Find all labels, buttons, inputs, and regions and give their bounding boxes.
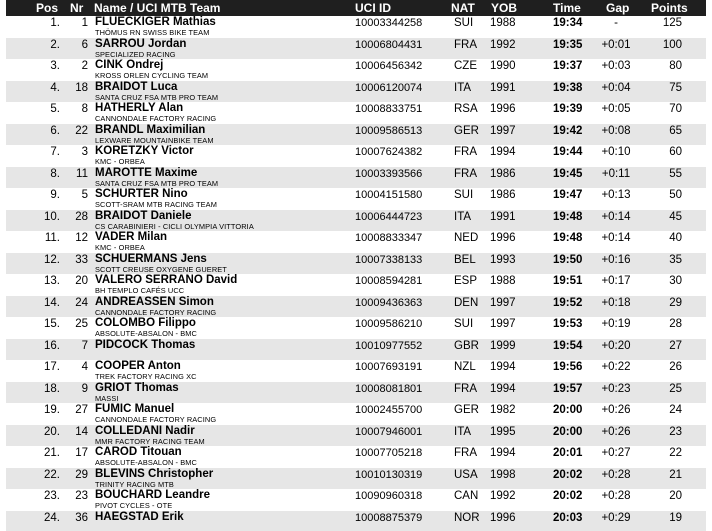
rider-points: 55: [669, 167, 682, 180]
table-row: [6, 403, 706, 425]
table-row: [6, 188, 706, 210]
rider-name: FUMIC Manuel: [95, 403, 175, 415]
rider-uci-id: 10007624382: [355, 146, 423, 158]
rider-gap: +0:16: [601, 253, 631, 266]
rider-uci-id: 10010130319: [355, 468, 423, 481]
rider-year-of-birth: 1997: [490, 296, 516, 309]
rider-name: SARROU Jordan: [95, 37, 187, 50]
rider-uci-id: 10008875379: [355, 511, 423, 524]
rider-points: 20: [669, 490, 682, 502]
rider-points: 60: [669, 146, 682, 158]
rider-team: KROSS ORLEN CYCLING TEAM: [95, 71, 209, 80]
rider-year-of-birth: 1988: [490, 17, 516, 29]
rider-uci-id: 10007705218: [355, 447, 423, 459]
rider-team: PIVOT CYCLES - OTE: [95, 501, 173, 510]
header-nr: Nr: [70, 1, 84, 15]
rider-uci-id: 10009586513: [355, 124, 423, 137]
rider-uci-id: 10009436363: [355, 296, 423, 309]
rider-team: ABSOLUTE-ABSALON - BMC: [95, 329, 197, 338]
rider-nationality: FRA: [454, 382, 477, 395]
rider-number: 25: [75, 318, 88, 330]
rider-year-of-birth: 1997: [490, 318, 516, 330]
rider-time: 19:57: [553, 382, 583, 395]
rider-gap: +0:26: [601, 425, 631, 438]
rider-points: 23: [669, 425, 682, 438]
rider-nationality: SUI: [454, 189, 474, 201]
rider-year-of-birth: 1982: [490, 404, 516, 416]
rider-number: 20: [75, 275, 88, 287]
rider-name: ANDREASSEN Simon: [95, 295, 214, 308]
rider-number: 7: [81, 339, 88, 352]
rider-number: 28: [75, 210, 88, 223]
rider-position: 11.: [44, 232, 60, 244]
rider-nationality: SUI: [454, 17, 474, 29]
rider-time: 19:35: [553, 38, 583, 51]
table-row: [6, 145, 706, 167]
rider-position: 5.: [50, 103, 60, 115]
rider-points: 65: [669, 124, 682, 137]
rider-position: 21.: [44, 447, 60, 459]
rider-position: 6.: [50, 124, 60, 137]
rider-gap: +0:14: [601, 210, 631, 223]
rider-time: 19:47: [553, 189, 583, 201]
rider-gap: +0:27: [601, 447, 631, 459]
rider-team: SCOTT CREUSE OXYGENE GUERET: [95, 264, 227, 274]
rider-gap: +0:28: [601, 490, 631, 502]
rider-team: KMC - ORBEA: [95, 243, 145, 252]
rider-team: MMR FACTORY RACING TEAM: [95, 436, 205, 446]
rider-time: 20:00: [553, 404, 583, 416]
rider-uci-id: 10008833347: [355, 232, 423, 244]
rider-name: MAROTTE Maxime: [95, 166, 198, 179]
rider-number: 5: [81, 189, 88, 201]
rider-points: 80: [669, 60, 682, 72]
rider-gap: +0:11: [601, 167, 631, 180]
rider-name: COLOMBO Filippo: [95, 317, 196, 329]
rider-name: SCHURTER Nino: [95, 188, 188, 200]
rider-time: 19:38: [553, 81, 583, 94]
rider-gap: +0:29: [601, 511, 631, 524]
rider-points: 24: [669, 404, 682, 416]
rider-year-of-birth: 1988: [490, 275, 516, 287]
rider-year-of-birth: 1999: [490, 339, 516, 352]
table-row: [6, 253, 706, 275]
rider-nationality: SUI: [454, 318, 474, 330]
rider-gap: +0:20: [601, 339, 631, 352]
rider-position: 14.: [44, 296, 60, 309]
rider-position: 7.: [50, 146, 60, 158]
rider-nationality: RSA: [454, 103, 478, 115]
table-row: [6, 489, 706, 511]
rider-uci-id: 10006120074: [355, 81, 423, 94]
rider-time: 19:39: [553, 103, 583, 115]
table-row: [6, 210, 706, 232]
rider-name: BRAIDOT Luca: [95, 80, 178, 93]
rider-time: 19:45: [553, 167, 583, 180]
rider-gap: +0:03: [601, 60, 631, 72]
rider-year-of-birth: 1990: [490, 60, 516, 72]
table-row: [6, 231, 706, 253]
table-row: [6, 468, 706, 490]
rider-gap: +0:10: [601, 146, 631, 158]
rider-points: 19: [669, 511, 682, 524]
rider-points: 40: [669, 232, 682, 244]
rider-team: LEXWARE MOUNTAINBIKE TEAM: [95, 135, 214, 145]
rider-time: 20:00: [553, 425, 583, 438]
rider-position: 13.: [44, 275, 60, 287]
rider-team: SCOTT-SRAM MTB RACING TEAM: [95, 200, 217, 209]
table-row: [6, 339, 706, 361]
results-table-body: [6, 16, 706, 531]
rider-team: THÖMUS RN SWISS BIKE TEAM: [95, 28, 210, 37]
rider-team: TREK FACTORY RACING XC: [95, 372, 197, 381]
results-table-header: [6, 0, 706, 16]
rider-position: 3.: [50, 60, 60, 72]
rider-position: 1.: [50, 17, 60, 29]
rider-points: 100: [662, 38, 682, 51]
rider-nationality: CAN: [454, 490, 479, 502]
rider-name: BOUCHARD Leandre: [95, 489, 211, 501]
rider-uci-id: 10008081801: [355, 382, 423, 395]
rider-gap: +0:18: [601, 296, 631, 309]
rider-position: 24.: [44, 511, 60, 524]
rider-uci-id: 10006804431: [355, 38, 423, 51]
rider-position: 18.: [44, 382, 60, 395]
rider-gap: +0:28: [601, 468, 631, 481]
rider-time: 19:52: [553, 296, 583, 309]
rider-name: PIDCOCK Thomas: [95, 338, 196, 351]
rider-time: 19:56: [553, 361, 583, 373]
rider-nationality: CZE: [454, 60, 477, 72]
rider-time: 19:48: [553, 210, 583, 223]
header-nat: NAT: [451, 1, 475, 15]
rider-name: COOPER Anton: [95, 360, 181, 372]
rider-points: 30: [669, 275, 682, 287]
table-row: [6, 102, 706, 124]
rider-name: CINK Ondrej: [95, 59, 164, 71]
rider-uci-id: 10003393566: [355, 167, 423, 180]
rider-year-of-birth: 1996: [490, 232, 516, 244]
rider-position: 16.: [44, 339, 60, 352]
rider-nationality: ITA: [454, 81, 472, 94]
rider-position: 4.: [50, 81, 60, 94]
rider-points: 28: [669, 318, 682, 330]
rider-position: 8.: [50, 167, 60, 180]
rider-position: 20.: [44, 425, 60, 438]
rider-year-of-birth: 1994: [490, 447, 516, 459]
rider-nationality: FRA: [454, 38, 477, 51]
rider-nationality: ESP: [454, 275, 478, 287]
rider-name: COLLEDANI Nadir: [95, 424, 195, 437]
rider-uci-id: 10009586210: [355, 318, 423, 330]
rider-year-of-birth: 1996: [490, 103, 516, 115]
rider-name: VALERO SERRANO David: [95, 274, 238, 286]
rider-points: 75: [669, 81, 682, 94]
rider-team: KMC - ORBEA: [95, 157, 145, 166]
rider-time: 19:51: [553, 275, 583, 287]
rider-position: 22.: [44, 468, 60, 481]
rider-team: CANNONDALE FACTORY RACING: [95, 114, 217, 123]
rider-gap: +0:05: [601, 103, 631, 115]
rider-points: 45: [669, 210, 682, 223]
rider-position: 2.: [50, 38, 60, 51]
rider-uci-id: 10003344258: [355, 17, 423, 29]
rider-time: 20:03: [553, 511, 583, 524]
table-row: [6, 124, 706, 146]
rider-team: BH TEMPLO CAFÉS UCC: [95, 286, 185, 295]
rider-gap: +0:19: [601, 318, 631, 330]
rider-gap: +0:17: [601, 275, 631, 287]
table-row: [6, 382, 706, 404]
rider-nationality: DEN: [454, 296, 479, 309]
rider-time: 19:54: [553, 339, 583, 352]
rider-uci-id: 10007946001: [355, 425, 423, 438]
rider-number: 2: [81, 60, 88, 72]
rider-name: BRANDL Maximilian: [95, 123, 206, 136]
rider-number: 11: [76, 167, 88, 180]
rider-points: 25: [669, 382, 682, 395]
rider-uci-id: 10007693191: [355, 361, 423, 373]
rider-number: 23: [75, 490, 88, 502]
rider-name: CAROD Titouan: [95, 446, 182, 458]
rider-nationality: FRA: [454, 146, 477, 158]
rider-gap: +0:04: [601, 81, 631, 94]
rider-time: 19:48: [553, 232, 583, 244]
rider-position: 10.: [44, 210, 60, 223]
rider-points: 27: [669, 339, 682, 352]
rider-number: 1: [81, 17, 88, 29]
rider-gap: +0:01: [601, 38, 631, 51]
rider-time: 19:42: [553, 124, 583, 137]
rider-year-of-birth: 1992: [490, 38, 516, 51]
rider-number: 14: [75, 425, 88, 438]
rider-year-of-birth: 1994: [490, 382, 516, 395]
rider-name: HAEGSTAD Erik: [95, 510, 184, 523]
rider-year-of-birth: 1997: [490, 124, 516, 137]
rider-name: KORETZKY Victor: [95, 145, 194, 157]
rider-nationality: GER: [454, 404, 479, 416]
table-row: [6, 446, 706, 468]
table-row: [6, 16, 706, 38]
rider-points: 21: [669, 468, 682, 481]
rider-number: 24: [75, 296, 88, 309]
rider-year-of-birth: 1998: [490, 468, 516, 481]
rider-nationality: FRA: [454, 167, 477, 180]
rider-team: ABSOLUTE-ABSALON - BMC: [95, 458, 197, 467]
table-row: [6, 81, 706, 103]
rider-uci-id: 10007338133: [355, 253, 423, 266]
header-time: Time: [553, 1, 581, 15]
rider-year-of-birth: 1993: [490, 253, 516, 266]
rider-number: 12: [75, 232, 88, 244]
rider-nationality: FRA: [454, 447, 477, 459]
rider-nationality: NOR: [454, 511, 480, 524]
rider-time: 19:44: [553, 146, 583, 158]
rider-nationality: NED: [454, 232, 479, 244]
rider-time: 20:01: [553, 447, 583, 459]
header-uci-id: UCI ID: [355, 1, 391, 15]
rider-name: BRAIDOT Daniele: [95, 209, 192, 222]
rider-year-of-birth: 1991: [490, 81, 516, 94]
rider-nationality: GER: [454, 124, 479, 137]
rider-number: 29: [75, 468, 88, 481]
rider-team: MASSI: [95, 393, 119, 403]
rider-nationality: ITA: [454, 425, 472, 438]
table-row: [6, 59, 706, 81]
rider-team: TRINITY RACING MTB: [95, 479, 174, 489]
rider-number: 4: [81, 361, 88, 373]
rider-uci-id: 10004151580: [355, 189, 423, 201]
rider-points: 35: [669, 253, 682, 266]
rider-gap: +0:14: [601, 232, 631, 244]
rider-position: 17.: [44, 361, 60, 373]
table-row: [6, 167, 706, 189]
rider-uci-id: 10006456342: [355, 60, 423, 72]
rider-name: FLUECKIGER Mathias: [95, 16, 216, 28]
rider-position: 12.: [44, 253, 60, 266]
table-row: [6, 511, 706, 531]
rider-team: SANTA CRUZ FSA MTB PRO TEAM: [95, 92, 219, 102]
rider-nationality: BEL: [454, 253, 476, 266]
rider-time: 19:34: [553, 17, 583, 29]
rider-number: 22: [75, 124, 88, 137]
rider-uci-id: 10008833751: [355, 103, 423, 115]
rider-time: 19:53: [553, 318, 583, 330]
rider-gap: +0:22: [601, 361, 631, 373]
rider-year-of-birth: 1994: [490, 146, 516, 158]
table-row: [6, 317, 706, 339]
rider-nationality: USA: [454, 468, 478, 481]
rider-year-of-birth: 1986: [490, 167, 516, 180]
rider-year-of-birth: 1994: [490, 361, 516, 373]
rider-time: 20:02: [553, 468, 583, 481]
rider-time: 19:37: [553, 60, 583, 72]
table-row: [6, 296, 706, 318]
rider-number: 8: [81, 103, 88, 115]
rider-team: SPECIALIZED RACING: [95, 49, 176, 59]
rider-year-of-birth: 1986: [490, 189, 516, 201]
rider-points: 26: [669, 361, 682, 373]
rider-number: 36: [75, 511, 88, 524]
rider-number: 3: [81, 146, 88, 158]
rider-uci-id: 10006444723: [355, 210, 423, 223]
rider-name: BLEVINS Christopher: [95, 467, 214, 480]
rider-team: CS CARABINIERI - CICLI OLYMPIA VITTORIA: [95, 221, 254, 231]
table-row: [6, 274, 706, 296]
rider-number: 9: [81, 382, 88, 395]
rider-time: 20:02: [553, 490, 583, 502]
rider-team: CANNONDALE FACTORY RACING: [95, 307, 217, 317]
header-points: Points: [651, 1, 688, 15]
rider-gap: +0:08: [601, 124, 631, 137]
rider-year-of-birth: 1992: [490, 490, 516, 502]
rider-position: 15.: [44, 318, 60, 330]
header-name-team: Name / UCI MTB Team: [94, 1, 221, 15]
rider-gap: +0:23: [601, 382, 631, 395]
rider-year-of-birth: 1995: [490, 425, 516, 438]
rider-position: 23.: [44, 490, 60, 502]
table-row: [6, 425, 706, 447]
rider-points: 22: [669, 447, 682, 459]
rider-nationality: GBR: [454, 339, 479, 352]
rider-team: SANTA CRUZ FSA MTB PRO TEAM: [95, 178, 219, 188]
rider-uci-id: 10002455700: [355, 404, 423, 416]
header-pos: Pos: [36, 1, 59, 15]
table-row: [6, 38, 706, 60]
rider-name: HATHERLY Alan: [95, 102, 184, 114]
rider-gap: -: [614, 17, 618, 29]
rider-time: 19:50: [553, 253, 583, 266]
rider-team: CANNONDALE FACTORY RACING: [95, 415, 217, 424]
header-yob: YOB: [491, 1, 518, 15]
table-row: [6, 360, 706, 382]
rider-points: 29: [669, 296, 682, 309]
rider-uci-id: 10008594281: [355, 275, 423, 287]
rider-nationality: NZL: [454, 361, 476, 373]
rider-number: 17: [75, 447, 88, 459]
rider-points: 50: [669, 189, 682, 201]
rider-name: SCHUERMANS Jens: [95, 252, 207, 265]
rider-name: VADER Milan: [95, 231, 167, 243]
rider-number: 6: [81, 38, 88, 51]
header-gap: Gap: [606, 1, 630, 15]
rider-year-of-birth: 1991: [490, 210, 516, 223]
rider-uci-id: 10010977552: [355, 339, 423, 352]
rider-gap: +0:13: [601, 189, 631, 201]
rider-points: 125: [662, 17, 682, 29]
rider-number: 18: [75, 81, 88, 94]
rider-name: GRIOT Thomas: [95, 381, 179, 394]
rider-year-of-birth: 1996: [490, 511, 516, 524]
rider-position: 9.: [50, 189, 60, 201]
rider-number: 27: [75, 404, 88, 416]
rider-uci-id: 10090960318: [355, 490, 423, 502]
rider-nationality: ITA: [454, 210, 472, 223]
rider-number: 33: [75, 253, 88, 266]
rider-position: 19.: [44, 404, 60, 416]
rider-gap: +0:26: [601, 404, 631, 416]
rider-points: 70: [669, 103, 682, 115]
